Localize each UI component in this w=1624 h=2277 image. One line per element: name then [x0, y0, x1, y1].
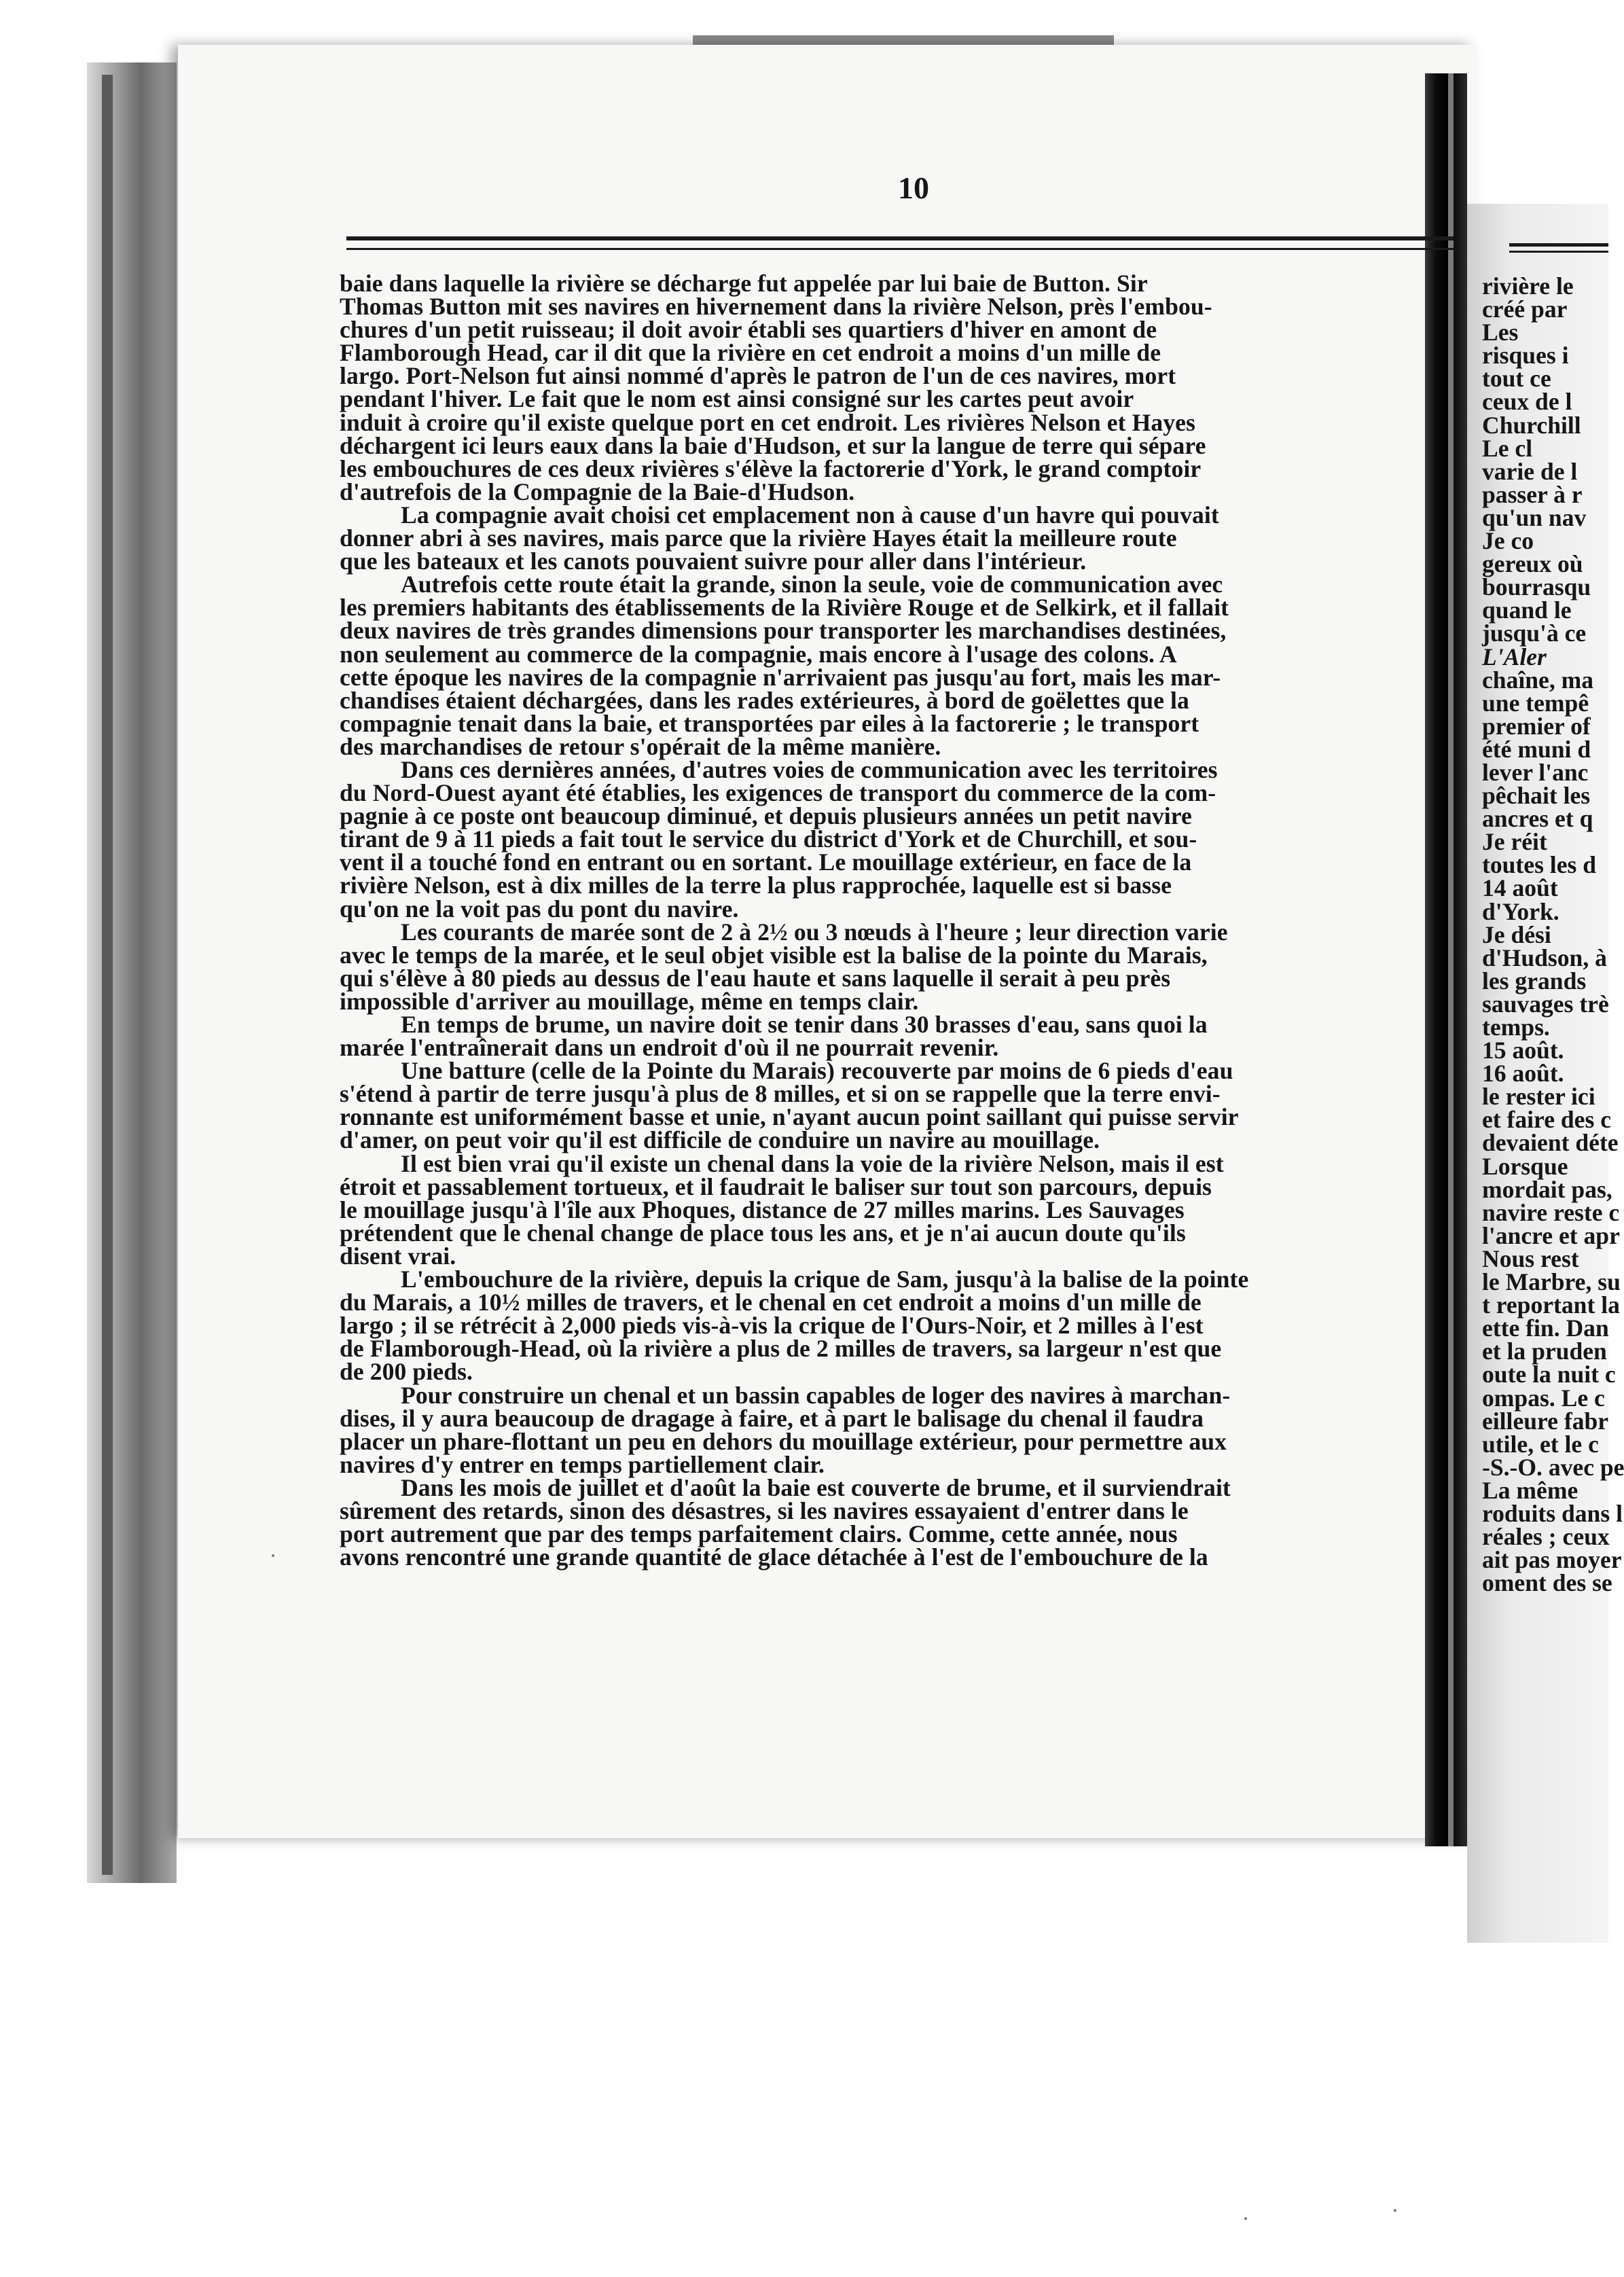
text-line: Thomas Button mit ses navires en hivernement dans la rivière Nelson, près l'embou-	[340, 293, 1212, 321]
facing-text-line: et faire des c	[1482, 1106, 1611, 1134]
text-line: Autrefois cette route était la grande, sinon la seule, voie de communication avec	[401, 571, 1223, 598]
facing-text-line: L'Aler	[1482, 643, 1547, 670]
facing-text-line: Je dési	[1482, 920, 1551, 948]
text-line: Dans ces dernières années, d'autres voies de communication avec les territoires	[401, 755, 1218, 783]
scan-speck	[1394, 2209, 1396, 2212]
text-line: induit à croire qu'il existe quelque port en cet endroit. Les rivières Nelson et Hayes	[340, 408, 1196, 436]
text-line: ronnante est uniformément basse et unie, n'ayant aucun point saillant qui puisse servir	[340, 1103, 1239, 1131]
text-line: port autrement que par des temps parfaitement clairs. Comme, cette année, nous	[340, 1520, 1178, 1548]
facing-text-line: d'York.	[1482, 897, 1559, 925]
text-line: dises, il y aura beaucoup de dragage à faire, et à part le balisage du chenal il faudra	[340, 1404, 1204, 1432]
facing-text-line: le rester ici	[1482, 1083, 1595, 1111]
page-stack-shadow	[102, 75, 113, 1875]
facing-text-line: t reportant la	[1482, 1291, 1620, 1319]
text-line: qu'on ne la voit pas du pont du navire.	[340, 895, 739, 922]
text-line: impossible d'arriver au mouillage, même en temps clair.	[340, 987, 919, 1015]
text-line: des marchandises de retour s'opérait de la même manière.	[340, 732, 941, 760]
text-line: de Flamborough-Head, où la rivière a plus de 2 milles de travers, sa largeur n'est que	[340, 1335, 1222, 1363]
facing-text-line: réales ; ceux	[1482, 1523, 1610, 1551]
text-line: cette époque les navires de la compagnie n'arrivaient pas jusqu'au fort, mais les mar-	[340, 663, 1221, 691]
facing-text-line: -S.-O. avec pe	[1482, 1453, 1624, 1481]
facing-text-line: roduits dans l	[1482, 1499, 1623, 1527]
text-line: L'embouchure de la rivière, depuis la crique de Sam, jusqu'à la balise de la pointe	[401, 1266, 1249, 1293]
facing-text-line: 14 août	[1482, 874, 1558, 902]
facing-text-line: 16 août.	[1482, 1060, 1564, 1088]
facing-text-line: temps.	[1482, 1014, 1550, 1041]
text-line: le mouillage jusqu'à l'île aux Phoques, distance de 27 milles marins. Les Sauvages	[340, 1196, 1185, 1223]
facing-text-line: Les	[1482, 319, 1519, 346]
text-line: Pour construire un chenal et un bassin capables de loger des navires à marchan-	[401, 1381, 1231, 1409]
facing-text-line: rivière le	[1482, 272, 1574, 300]
scan-speck	[272, 1554, 274, 1557]
facing-text-line: lever l'anc	[1482, 758, 1589, 786]
text-line: marée l'entraînerait dans un endroit d'où il ne pourrait revenir.	[340, 1034, 999, 1062]
facing-text-line: été muni d	[1482, 735, 1591, 763]
facing-text-line: tout ce	[1482, 365, 1551, 393]
facing-text-line: bourrasqu	[1482, 573, 1591, 601]
facing-text-line: Je réit	[1482, 828, 1547, 856]
facing-text-line: ceux de l	[1482, 388, 1572, 416]
text-line: de 200 pieds.	[340, 1358, 473, 1386]
facing-text-line: risques i	[1482, 342, 1569, 370]
facing-text-line: devaient déte	[1482, 1129, 1619, 1157]
body-text	[340, 272, 1454, 2038]
facing-page-text	[1482, 272, 1624, 1946]
facing-text-line: ompas. Le c	[1482, 1384, 1605, 1412]
facing-text-line: navire reste c	[1482, 1198, 1620, 1226]
text-line: non seulement au commerce de la compagnie, mais encore à l'usage des colons. A	[340, 640, 1177, 668]
facing-text-line: 15 août.	[1482, 1037, 1564, 1064]
text-line: sûrement des retards, sinon des désastres, si les navires essayaient d'entrer dans le	[340, 1496, 1189, 1524]
facing-text-line: Nous rest	[1482, 1244, 1579, 1272]
facing-text-line: les grands	[1482, 967, 1587, 994]
text-line: tirant de 9 à 11 pieds a fait tout le service du district d'York et de Churchill, et sou-	[340, 825, 1197, 853]
text-line: navires d'y entrer en temps partiellement clair.	[340, 1450, 825, 1478]
facing-text-line: toutes les d	[1482, 851, 1597, 879]
text-line: Les courants de marée sont de 2 à 2½ ou 3 nœuds à l'heure ; leur direction varie	[401, 918, 1228, 946]
facing-text-line: gereux où	[1482, 550, 1583, 578]
facing-text-line: Le cl	[1482, 434, 1533, 462]
text-line: Dans les mois de juillet et d'août la baie est couverte de brume, et il surviendrait	[401, 1473, 1231, 1501]
facing-text-line: d'Hudson, à	[1482, 944, 1607, 971]
facing-text-line: mordait pas,	[1482, 1175, 1612, 1203]
facing-text-line: quand le	[1482, 596, 1572, 624]
facing-text-line: La même	[1482, 1476, 1578, 1504]
text-line: Il est bien vrai qu'il existe un chenal dans la voie de la rivière Nelson, mais il est	[401, 1149, 1224, 1177]
text-line: avons rencontré une grande quantité de glace détachée à l'est de l'embouchure de la	[340, 1543, 1208, 1571]
text-line: disent vrai.	[340, 1242, 456, 1270]
text-line: largo ; il se rétrécit à 2,000 pieds vis-à-vis la crique de l'Ours-Noir, et 2 milles à l'est	[340, 1312, 1204, 1340]
page-stack-edge	[87, 62, 177, 1883]
text-line: compagnie tenait dans la baie, et transportées par eiles à la factorerie ; le transport	[340, 709, 1199, 737]
facing-text-line: le Marbre, su	[1482, 1268, 1621, 1296]
text-line: les embouchures de ces deux rivières s'élève la factorerie d'York, le grand comptoir	[340, 454, 1202, 482]
facing-header-rule	[1509, 243, 1608, 253]
text-line: déchargent ici leurs eaux dans la baie d'Hudson, et sur la langue de terre qui sépare	[340, 431, 1206, 459]
text-line: prétendent que le chenal change de place tous les ans, et je n'ai aucun doute qu'ils	[340, 1219, 1186, 1247]
facing-text-line: Lorsque	[1482, 1152, 1568, 1180]
facing-text-line: jusqu'à ce	[1482, 620, 1587, 647]
facing-text-line: l'ancre et apr	[1482, 1221, 1620, 1249]
text-line: baie dans laquelle la rivière se décharge fut appelée par lui baie de Button. Sir	[340, 270, 1148, 297]
text-line: d'amer, on peut voir qu'il est difficile de conduire un navire au mouillage.	[340, 1126, 1100, 1154]
text-line: pendant l'hiver. Le fait que le nom est ainsi consigné sur les cartes peut avoir	[340, 385, 1134, 413]
facing-text-line: et la pruden	[1482, 1338, 1607, 1365]
text-line: donner abri à ses navires, mais parce que la rivière Hayes était la meilleure route	[340, 524, 1177, 552]
text-line: largo. Port-Nelson fut ainsi nommé d'après le patron de l'un de ces navires, mort	[340, 362, 1176, 390]
text-line: les premiers habitants des établissements de la Rivière Rouge et de Selkirk, et il fallait	[340, 594, 1229, 622]
text-line: Flamborough Head, car il dit que la rivière en cet endroit a moins d'un mille de	[340, 339, 1161, 367]
text-line: deux navires de très grandes dimensions pour transporter les marchandises destinées,	[340, 617, 1227, 645]
text-line: placer un phare-flottant un peu en dehors du mouillage extérieur, pour permettre aux	[340, 1427, 1227, 1455]
facing-text-line: Je co	[1482, 527, 1534, 555]
facing-text-line: eilleure fabr	[1482, 1407, 1609, 1435]
facing-text-line: créé par	[1482, 295, 1568, 323]
facing-text-line: ait pas moyer	[1482, 1546, 1622, 1574]
text-line: du Marais, a 10½ milles de travers, et le chenal en cet endroit a moins d'un mille de	[340, 1289, 1202, 1316]
text-line: Une batture (celle de la Pointe du Marais) recouverte par moins de 6 pieds d'eau	[401, 1057, 1233, 1085]
facing-text-line: ette fin. Dan	[1482, 1314, 1609, 1342]
facing-text-line: chaîne, ma	[1482, 666, 1594, 694]
header-double-rule	[346, 236, 1454, 250]
text-line: chures d'un petit ruisseau; il doit avoir établi ses quartiers d'hiver en amont de	[340, 316, 1157, 344]
text-line: vent il a touché fond en entrant ou en sortant. Le mouillage extérieur, en face de la	[340, 848, 1192, 876]
facing-text-line: qu'un nav	[1482, 503, 1587, 531]
facing-text-line: ancres et q	[1482, 805, 1593, 833]
facing-text-line: sauvages trè	[1482, 990, 1609, 1018]
text-line: avec le temps de la marée, et le seul objet visible est la balise de la pointe du Marais,	[340, 941, 1208, 969]
facing-text-line: premier of	[1482, 712, 1591, 740]
facing-text-line: varie de l	[1482, 457, 1578, 485]
text-line: s'étend à partir de terre jusqu'à plus de 8 milles, et si on se rappelle que la terre envi-	[340, 1080, 1221, 1108]
page-number: 10	[898, 171, 929, 205]
text-line: rivière Nelson, est à dix milles de la terre la plus rapprochée, laquelle est si basse	[340, 872, 1172, 899]
text-line: d'autrefois de la Compagnie de la Baie-d'Hudson.	[340, 478, 855, 505]
facing-text-line: passer à r	[1482, 480, 1583, 508]
text-line: que les bateaux et les canots pouvaient suivre pour aller dans l'intérieur.	[340, 548, 1087, 575]
facing-text-line: pêchait les	[1482, 782, 1591, 810]
facing-text-line: utile, et le c	[1482, 1430, 1599, 1458]
text-line: chandises étaient déchargées, dans les rades extérieures, à bord de goëlettes que la	[340, 686, 1189, 714]
scan-speck	[1244, 2217, 1247, 2220]
text-line: qui s'élève à 80 pieds au dessus de l'eau haute et sans laquelle il serait à peu près	[340, 964, 1171, 992]
text-line: En temps de brume, un navire doit se tenir dans 30 brasses d'eau, sans quoi la	[401, 1011, 1208, 1038]
facing-text-line: une tempê	[1482, 689, 1589, 717]
text-line: étroit et passablement tortueux, et il faudrait le baliser sur tout son parcours, depuis	[340, 1172, 1212, 1200]
text-line: pagnie à ce poste ont beaucoup diminué, et depuis plusieurs années un petit navire	[340, 802, 1192, 830]
facing-text-line: Churchill	[1482, 411, 1581, 439]
text-line: du Nord-Ouest ayant été établies, les exigences de transport du commerce de la com-	[340, 779, 1216, 807]
facing-text-line: oute la nuit c	[1482, 1361, 1616, 1388]
facing-text-line: oment des se	[1482, 1569, 1612, 1597]
text-line: La compagnie avait choisi cet emplacement non à cause d'un havre qui pouvait	[401, 501, 1219, 528]
